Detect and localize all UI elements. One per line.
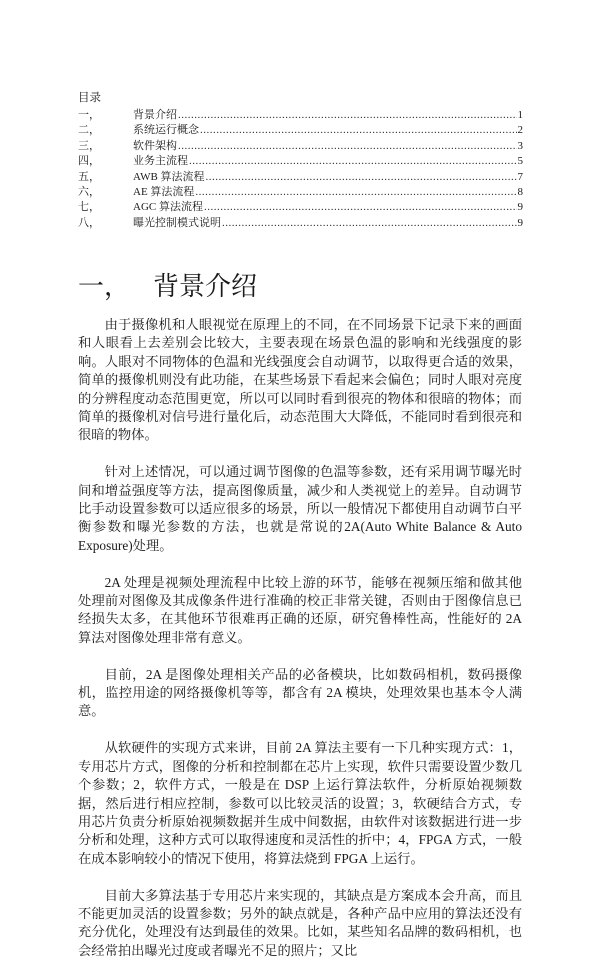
toc-dot-leader (178, 108, 517, 123)
toc-entry-page: 8 (517, 185, 523, 198)
toc-entry[interactable] (78, 154, 523, 169)
table-of-contents (78, 108, 523, 231)
toc-entry-page: 2 (517, 124, 523, 137)
toc-entry-number: 一， (78, 109, 100, 121)
toc-entry-number: 八， (78, 216, 100, 229)
section-title: 背景介绍 (153, 272, 258, 301)
body-paragraph: 目前，2A 是图像处理相关产品的必备模块，比如数码相机，数码摄像机，监控用途的网络摄像机等等，都含有 2A 模块，处理效果也基本令人满意。 (78, 666, 522, 719)
section-number: 一， (78, 272, 131, 301)
body-paragraph: 目前大多算法基于专用芯片来实现的，其缺点是方案成本会升高，而且不能更加灵活的设置参数；另外的缺点就是，各种产品中应用的算法还没有充分优化，处理没有达到最佳的效果。比如，某些知名品牌的数码相机，也会经常拍出曝光过度或者曝光不足的照片；又比 (78, 887, 522, 958)
toc-entry-page: 1 (517, 109, 523, 121)
body-paragraph: 从软硬件的实现方式来讲，目前 2A 算法主要有一下几种实现方式：1，专用芯片方式，图像的分析和控制都在芯片上实现，软件只需要设置少数几个参数；2，软件方式，一般是在 DSP 上运行算法软件，分析原始视频数据，然后进行相应控制，参数可以比较灵活的设置；3，软硬结合方式，专用芯片负责分析原始视频数据并生成中间数据，由软件对该数据进行进一步分析和处理，这种方式可以取得速度和灵活性的折中；4，FPGA 方式，一般在成本影响较小的情况下使用，将算法烧到 FPGA 上运行。 (78, 740, 522, 866)
toc-entry-label: 业务主流程 (133, 155, 188, 168)
toc-entry-page: 3 (517, 139, 523, 152)
toc-entry-number: 三， (78, 139, 100, 152)
toc-entry[interactable] (78, 200, 523, 215)
toc-entry-number: 四， (78, 155, 100, 168)
toc-dot-leader (200, 123, 517, 138)
toc-dot-leader (204, 200, 517, 215)
toc-dot-leader (222, 216, 517, 231)
toc-entry-page: 5 (517, 155, 523, 168)
toc-entry-label: AGC 算法流程 (133, 201, 203, 214)
toc-entry-label: 软件架构 (133, 139, 177, 152)
toc-entry-page: 9 (517, 201, 523, 214)
body-paragraph: 2A 处理是视频处理流程中比较上游的环节，能够在视频压缩和做其他处理前对图像及其成像条件进行准确的校正非常关键，否则由于图像信息已经损失太多，在其他环节很难再正确的还原，研究鲁棒性高，性能好的 2A 算法对图像处理非常有意义。 (78, 574, 522, 645)
toc-title: 目录 (78, 92, 101, 104)
toc-entry[interactable] (78, 170, 523, 185)
toc-entry[interactable] (78, 139, 523, 154)
toc-entry-number: 六， (78, 185, 100, 198)
toc-entry[interactable] (78, 185, 523, 200)
toc-dot-leader (178, 139, 517, 154)
toc-entry-label: AE 算法流程 (133, 185, 195, 198)
toc-entry-label: 背景介绍 (133, 109, 177, 121)
toc-entry-page: 9 (517, 216, 523, 229)
toc-entry[interactable] (78, 123, 523, 138)
toc-dot-leader (206, 170, 517, 185)
toc-dot-leader (189, 154, 517, 169)
toc-dot-leader (195, 185, 516, 200)
body-paragraph: 由于摄像机和人眼视觉在原理上的不同，在不同场景下记录下来的画面和人眼看上去差别会比较大，主要表现在场景色温的影响和光线强度的影响。人眼对不同物体的色温和光线强度会自动调节，以取得更合适的效果，简单的摄像机则没有此功能，在某些场景下看起来会偏色；同时人眼对亮度的分辨程度动态范围更宽，所以可以同时看到很亮的物体和很暗的物体；而简单的摄像机对信号进行量化后，动态范围大大降低，不能同时看到很亮和很暗的物体。 (78, 317, 522, 443)
toc-entry-label: 曝光控制模式说明 (133, 216, 221, 229)
section-body (78, 316, 522, 979)
toc-entry[interactable] (78, 108, 523, 123)
toc-entry-number: 二， (78, 124, 100, 137)
toc-entry-number: 七， (78, 201, 100, 214)
toc-entry-page: 7 (517, 170, 523, 183)
section-heading (78, 266, 257, 303)
toc-entry-label: AWB 算法流程 (133, 170, 205, 183)
toc-entry-number: 五， (78, 170, 100, 183)
body-paragraph: 针对上述情况，可以通过调节图像的色温等参数，还有采用调节曝光时间和增益强度等方法，提高图像质量，减少和人类视觉上的差异。自动调节比手动设置参数可以适应很多的场景，所以一般情况下都使用自动调节白平衡参数和曝光参数的方法，也就是常说的2A(Auto White Balance & Auto Exposure)处理。 (78, 464, 522, 553)
toc-entry-label: 系统运行概念 (133, 124, 199, 137)
toc-entry[interactable] (78, 216, 523, 231)
